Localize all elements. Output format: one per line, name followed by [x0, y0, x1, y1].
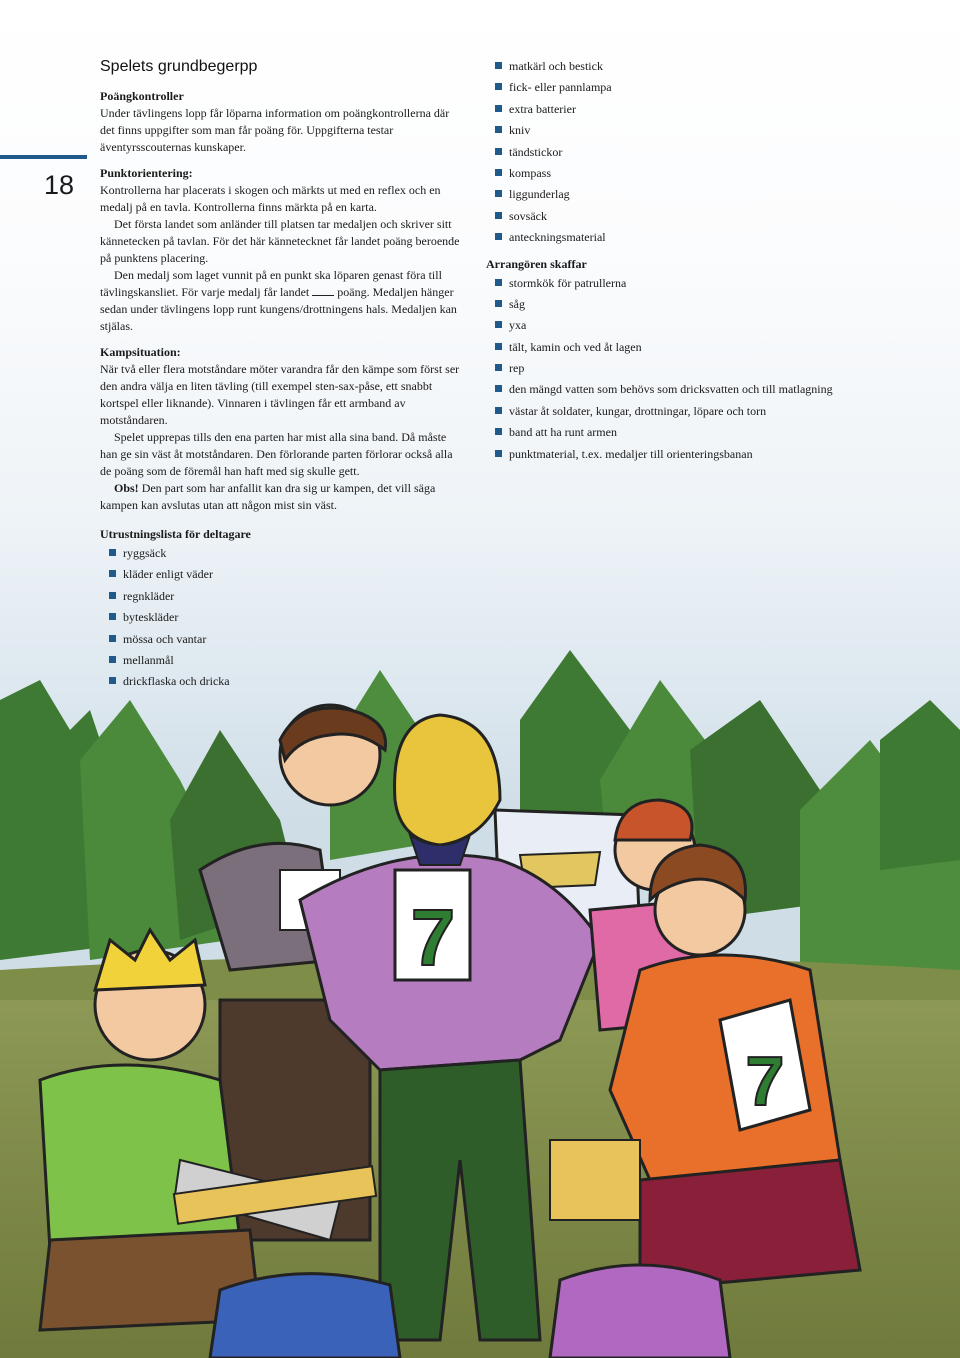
paragraph: När två eller flera motståndare möter varandra får den kämpe som först ser den andra välja en liten tävling (till exempel sten-sax-påse, ett snabbt kortspel eller liknande). Vinnaren i tävlingen får ett armband av motståndaren.: [100, 362, 460, 427]
paragraph: [100, 480, 460, 514]
square-bullet-icon: [495, 62, 502, 69]
list-item-label: yxa: [509, 318, 527, 333]
list-item-label: anteckningsmaterial: [509, 230, 606, 245]
list-item: [486, 99, 926, 120]
right-column: [486, 56, 926, 465]
equipment-list: [100, 543, 460, 693]
organizer-list: [486, 273, 926, 466]
section-punktorientering: [100, 165, 460, 335]
list-item: [486, 77, 926, 98]
list-item-label: byteskläder: [123, 610, 179, 625]
paragraph: [100, 267, 460, 335]
paragraph: Det första landet som anländer till platsen tar medaljen och skriver sitt kännetecken på tavlan. För det här kännetecknet får landet poäng beroende på punktens placering.: [100, 217, 460, 265]
list-item: [486, 337, 926, 358]
square-bullet-icon: [495, 407, 502, 414]
section-heading: Punktorientering:: [100, 166, 193, 180]
paragraph: Spelet upprepas tills den ena parten har mist alla sina band. Då måste han ge sin väst åt motståndaren. Den förlorande parten förlorar också alla de poäng som de föremål han haft med sig skulle gett.: [100, 430, 453, 478]
square-bullet-icon: [495, 300, 502, 307]
square-bullet-icon: [495, 190, 502, 197]
svg-text:7: 7: [745, 1042, 785, 1120]
section-heading: Poängkontroller: [100, 89, 184, 103]
fill-in-blank: [312, 284, 334, 296]
square-bullet-icon: [495, 450, 502, 457]
list-item: [486, 206, 926, 227]
list-item: [486, 227, 926, 248]
section-utrustningslista: [100, 526, 460, 693]
square-bullet-icon: [109, 613, 116, 620]
page-number: 18: [44, 170, 75, 200]
list-item: [100, 607, 460, 628]
list-item-label: kniv: [509, 123, 531, 138]
square-bullet-icon: [495, 212, 502, 219]
paragraph-part: Den medalj som laget vunnit på en punkt ska löparen genast föra till tävlingskansliet. För varje medalj får landet: [100, 268, 442, 299]
square-bullet-icon: [495, 105, 502, 112]
list-item-label: tändstickor: [509, 144, 563, 159]
list-item-label: tält, kamin och ved åt lagen: [509, 339, 642, 354]
square-bullet-icon: [495, 126, 502, 133]
equipment-list-continued: [486, 56, 926, 249]
square-bullet-icon: [495, 169, 502, 176]
page-title: Spelets grundbegerpp: [100, 58, 258, 75]
list-item-label: såg: [509, 296, 525, 311]
list-item-label: den mängd vatten som behövs som dricksvatten och till matlagning: [509, 382, 833, 397]
list-item-label: mössa och vantar: [123, 631, 207, 646]
section-heading: Utrustningslista för deltagare: [100, 527, 251, 541]
list-item-label: liggunderlag: [509, 187, 570, 202]
list-item-label: kläder enligt väder: [123, 567, 213, 582]
section-heading-arrangoren: Arrangören skaffar: [486, 256, 587, 271]
page-number-bar: [0, 155, 87, 159]
section-heading: Kampsituation:: [100, 345, 181, 359]
list-item: [486, 379, 926, 400]
list-item-label: ryggsäck: [123, 546, 167, 560]
list-item-label: stormkök för patrullerna: [509, 275, 627, 290]
left-column: [100, 56, 460, 693]
list-item: [100, 586, 460, 607]
paragraph-part: poäng. Medaljen hänger sedan under tävlingens lopp runt kungens/drottningens hals. Medaljen kan stjälas.: [100, 285, 457, 333]
section-poangkontroller: [100, 88, 460, 156]
list-item-label: fick- eller pannlampa: [509, 80, 612, 95]
square-bullet-icon: [495, 83, 502, 90]
list-item: [486, 358, 926, 379]
square-bullet-icon: [109, 592, 116, 599]
list-item: [486, 294, 926, 315]
paragraph: Kontrollerna har placerats i skogen och märkts ut med en reflex och en medalj på en tavla. Kontrollerna finns märkta på en karta.: [100, 183, 441, 214]
square-bullet-icon: [495, 233, 502, 240]
list-item-label: kompass: [509, 165, 551, 180]
list-item: [486, 315, 926, 336]
square-bullet-icon: [109, 570, 116, 577]
list-item: [486, 184, 926, 205]
list-item: [486, 444, 926, 465]
list-item: [486, 422, 926, 443]
scouts-illustration: [0, 640, 960, 1358]
list-item-label: matkärl och bestick: [509, 59, 603, 73]
list-item-label: rep: [509, 361, 525, 376]
section-text: Under tävlingens lopp får löparna information om poängkontrollerna där det finns uppgifter som man får poäng för. Uppgifterna testar äventyrsscouternas kunskaper.: [100, 106, 450, 154]
list-item-label: regnkläder: [123, 588, 175, 603]
list-item: [100, 543, 460, 564]
square-bullet-icon: [495, 364, 502, 371]
square-bullet-icon: [495, 428, 502, 435]
list-item: [100, 650, 460, 671]
list-item: [100, 671, 460, 692]
square-bullet-icon: [495, 321, 502, 328]
list-item-label: punktmaterial, t.ex. medaljer till orienteringsbanan: [509, 446, 753, 461]
square-bullet-icon: [495, 385, 502, 392]
list-item-label: extra batterier: [509, 101, 576, 116]
list-item-label: band att ha runt armen: [509, 425, 617, 440]
list-item: [100, 564, 460, 585]
bib-number: 7: [410, 893, 456, 982]
section-kampsituation: [100, 344, 460, 514]
square-bullet-icon: [495, 148, 502, 155]
square-bullet-icon: [109, 677, 116, 684]
list-item-label: sovsäck: [509, 208, 547, 223]
list-item: [486, 163, 926, 184]
square-bullet-icon: [495, 343, 502, 350]
list-item-label: mellanmål: [123, 652, 174, 667]
list-item: [486, 273, 926, 294]
square-bullet-icon: [495, 279, 502, 286]
square-bullet-icon: [109, 635, 116, 642]
list-item: [486, 401, 926, 422]
square-bullet-icon: [109, 549, 116, 556]
list-item-label: drickflaska och dricka: [123, 674, 230, 689]
paragraph-part: Den part som har anfallit kan dra sig ur kampen, det vill säga kampen kan avslutas utan att någon mist sin väst.: [100, 481, 436, 512]
square-bullet-icon: [109, 656, 116, 663]
list-item: [486, 120, 926, 141]
list-item-label: västar åt soldater, kungar, drottningar, löpare och torn: [509, 403, 767, 418]
list-item: [486, 142, 926, 163]
obs-label: Obs!: [114, 481, 139, 495]
list-item: [100, 629, 460, 650]
list-item: [486, 56, 926, 77]
